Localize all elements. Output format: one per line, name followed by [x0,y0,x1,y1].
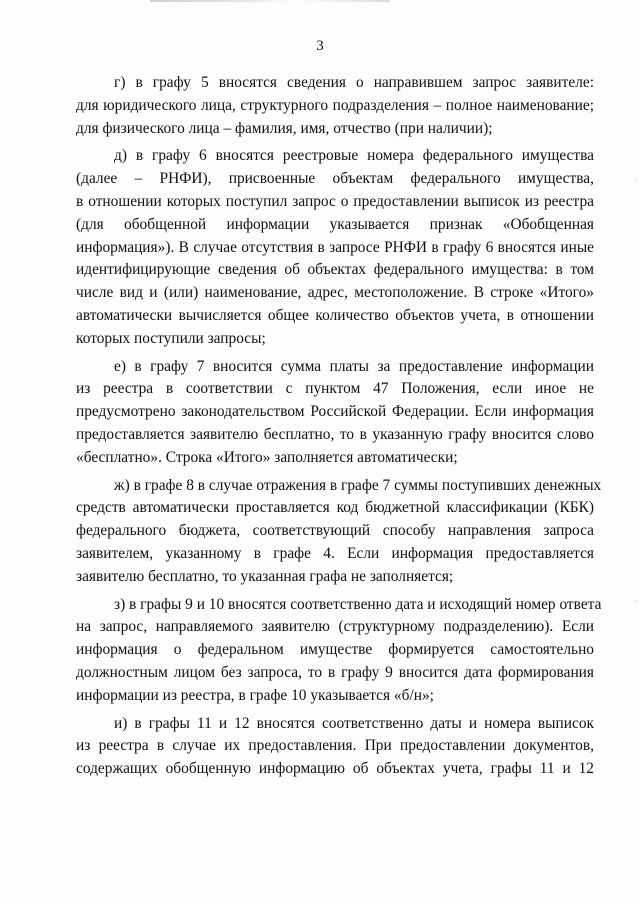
text-line: заявителем, указанному в графе 4. Если информация предоставляется [76,544,594,562]
text-line: средств автоматически проставляется код бюджетной классификации (КБК) [76,499,594,517]
paragraph [76,475,602,589]
text-line: информация»). В случае отсутствия в запросе РНФИ в графу 6 вносятся иные [76,238,594,256]
text-line: г) в графу 5 вносятся сведения о направившем запрос заявителе: [114,74,594,91]
paragraph [76,713,594,781]
text-line: предусмотрено законодательством Российской Федерации. Если информация [76,403,594,421]
paragraph [76,145,594,350]
text-line: должностным лицом без запроса, то в графу 9 вносится дата формирования [76,663,594,681]
scan-right-edge [636,0,637,905]
scan-top-edge [150,0,390,2]
text-line: автоматически вычисляется общее количество объектов учета, в отношении [76,306,594,324]
text-line: (далее – РНФИ), присвоенные объектам федерального имущества, [76,170,594,188]
text-line: идентифицирующие сведения об объектах федерального имущества: в том [76,261,594,279]
text-line: предоставляется заявителю бесплатно, то в указанную графу вносится слово [76,425,594,443]
text-line: федерального бюджета, соответствующий способу направления запроса [76,522,594,540]
text-line: на запрос, направляемого заявителю (структурному подразделению). Если [76,618,594,636]
text-line: которых поступили запросы; [76,329,266,347]
text-line: для физического лица – фамилия, имя, отчество (при наличии); [76,119,493,137]
text-line: информации из реестра, в графе 10 указывается «б/н»; [76,686,434,704]
text-line: ж) в графе 8 в случае отражения в графе 7 суммы поступивших денежных [114,476,602,494]
text-line: содержащих обобщенную информацию об объектах учета, графы 11 и 12 [76,760,594,778]
text-line: з) в графы 9 и 10 вносятся соответственно дата и исходящий номер ответа [114,595,602,613]
text-line: числе вид и (или) наименование, адрес, местоположение. В строке «Итого» [76,284,594,302]
text-line: заявителю бесплатно, то указанная графа не заполняется; [76,567,454,585]
text-line: и) в графы 11 и 12 вносятся соответственно даты и номера выписок [114,714,594,732]
text-line: д) в графу 6 вносятся реестровые номера федерального имущества [114,147,594,165]
text-line: для юридического лица, структурного подразделения – полное наименование; [76,96,594,114]
text-line: е) в графу 7 вносится сумма платы за предоставление информации [114,357,594,375]
text-line: «бесплатно». Строка «Итого» заполняется автоматически; [76,448,458,466]
document-body [76,72,602,786]
text-line: в отношении которых поступил запрос о предоставлении выписок из реестра [76,192,594,210]
text-line: (для обобщенной информации указывается признак «Обобщенная [76,215,594,233]
page-number: 3 [316,38,324,54]
text-line: информация о федеральном имуществе формируется самостоятельно [76,641,594,659]
paragraph [76,356,594,470]
paragraph [76,72,594,140]
text-line: из реестра в соответствии с пунктом 47 Положения, если иное не [76,380,594,398]
text-line: из реестра в случае их предоставления. При предоставлении документов, [76,737,594,755]
paragraph [76,594,602,708]
